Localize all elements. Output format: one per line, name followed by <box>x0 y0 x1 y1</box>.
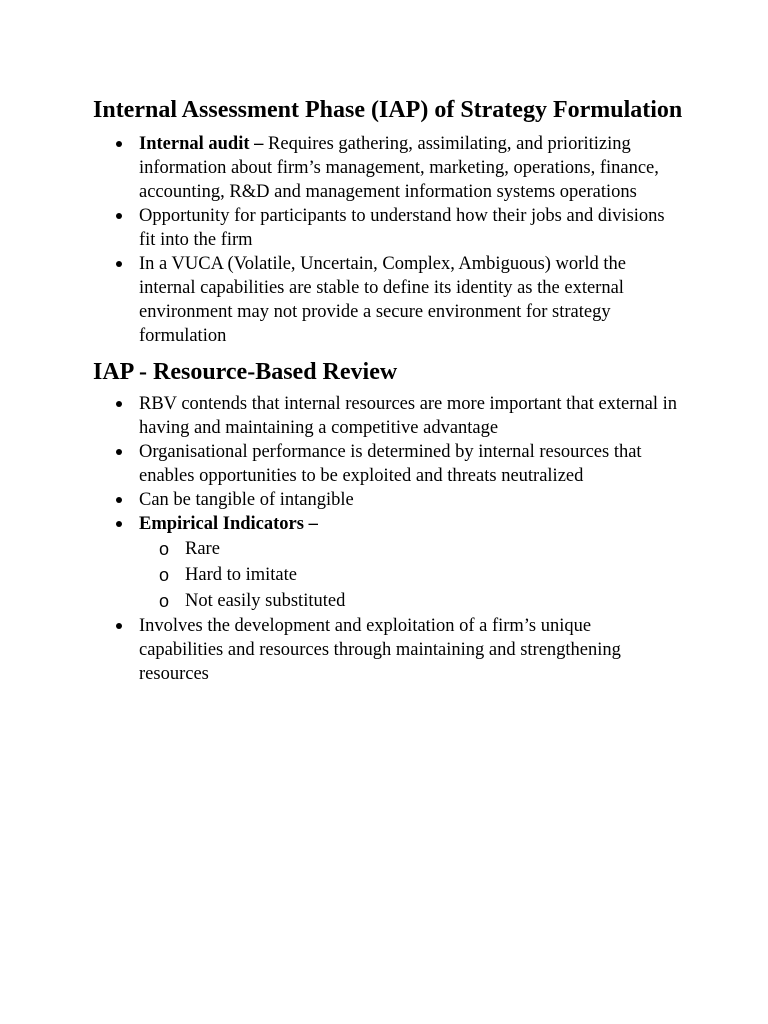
sub-bullet-text: Hard to imitate <box>185 565 297 585</box>
list-item <box>93 614 679 686</box>
sub-bullet-marker: o <box>159 539 170 559</box>
bold-term-empirical-indicators: Empirical Indicators – <box>139 514 318 534</box>
sub-list-item <box>139 588 679 614</box>
section-heading-resource-based-review: IAP - Resource-Based Review <box>93 359 398 385</box>
bullet-text: RBV contends that internal resources are more important that external in having and maintaining a competitive advantage <box>139 394 678 438</box>
resource-based-review-bullet-list <box>93 392 693 686</box>
list-item <box>93 132 679 204</box>
sub-bullet-text: Rare <box>185 539 220 559</box>
list-item <box>93 204 679 252</box>
bullet-text: Opportunity for participants to understand how their jobs and divisions fit into the firm <box>139 206 665 250</box>
bullet-text: Can be tangible of intangible <box>139 490 354 510</box>
sub-bullet-text: Not easily substituted <box>185 591 346 611</box>
bullet-text: Involves the development and exploitation of a firm’s unique capabilities and resources through maintaining and strengthening resources <box>139 616 621 684</box>
internal-assessment-bullet-list <box>93 132 693 348</box>
list-item <box>93 252 679 348</box>
list-item <box>93 392 679 440</box>
bold-term-internal-audit: Internal audit – <box>139 134 264 154</box>
bullet-text: In a VUCA (Volatile, Uncertain, Complex, Ambiguous) world the internal capabilities are stable to define its identity as the external environment may not provide a secure environment for strategy formulation <box>139 254 626 346</box>
sub-bullet-marker: o <box>159 565 170 585</box>
list-item <box>93 512 679 614</box>
list-item <box>93 440 679 488</box>
document-page <box>93 96 693 686</box>
bullet-text: Requires gathering, assimilating, and prioritizing information about firm’s management, marketing, operations, finance, accounting, R&D and management information systems operations <box>139 134 659 202</box>
section-heading-internal-assessment: Internal Assessment Phase (IAP) of Strategy Formulation <box>93 97 683 123</box>
sub-bullet-marker: o <box>159 591 170 611</box>
bullet-text: Organisational performance is determined by internal resources that enables opportunities to be exploited and threats neutralized <box>139 442 642 486</box>
list-item <box>93 488 679 512</box>
sub-list-item <box>139 536 679 562</box>
sub-list-item <box>139 562 679 588</box>
empirical-indicators-sub-list <box>139 536 679 614</box>
